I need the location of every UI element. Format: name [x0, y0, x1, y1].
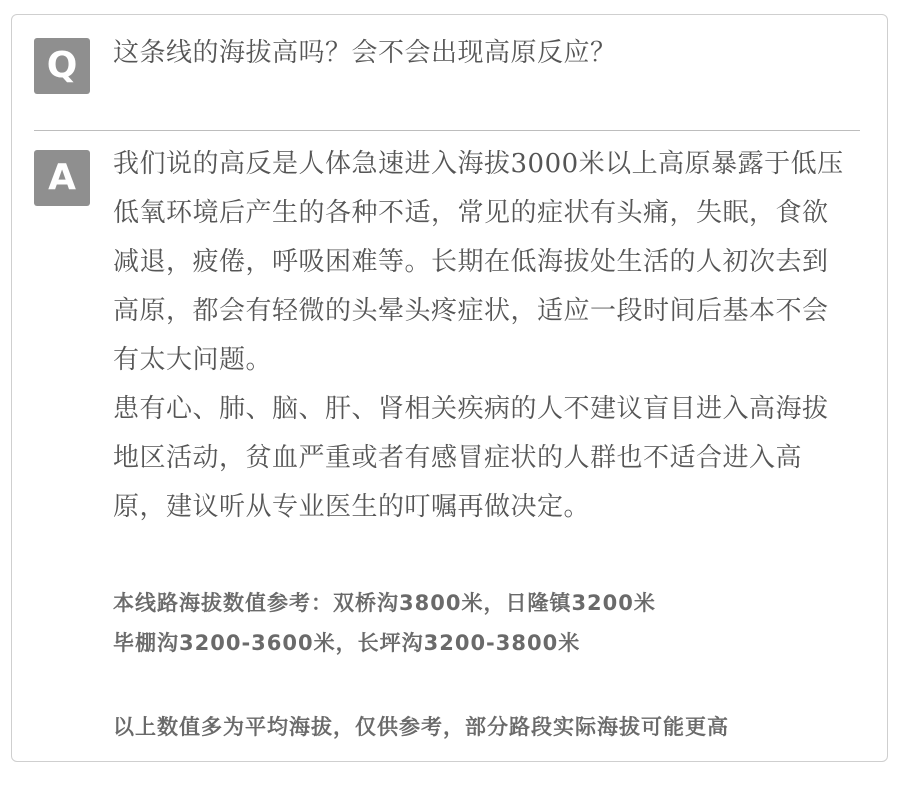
question-badge: Q — [34, 38, 90, 94]
divider — [34, 130, 860, 131]
answer-text — [113, 140, 853, 532]
altitude-notes — [113, 583, 853, 663]
answer-badge: A — [34, 150, 90, 206]
altitude-disclaimer: 以上数值多为平均海拔，仅供参考，部分路段实际海拔可能更高 — [113, 715, 729, 739]
altitude-note-line: 毕棚沟3200-3600米，长坪沟3200-3800米 — [113, 631, 581, 655]
altitude-note-line: 本线路海拔数值参考：双桥沟3800米，日隆镇3200米 — [113, 591, 656, 615]
question-text: 这条线的海拔高吗？会不会出现高原反应？ — [113, 38, 617, 68]
answer-paragraph: 我们说的高反是人体急速进入海拔3000米以上高原暴露于低压低氧环境后产生的各种不适，常见的症状有头痛，失眠，食欲减退，疲倦，呼吸困难等。长期在低海拔处生活的人初次去到高原，都会有轻微的头晕头疼症状，适应一段时间后基本不会有太大问题。 — [113, 149, 844, 375]
answer-paragraph: 患有心、肺、脑、肝、肾相关疾病的人不建议盲目进入高海拔地区活动，贫血严重或者有感冒症状的人群也不适合进入高原，建议听从专业医生的叮嘱再做决定。 — [113, 394, 829, 522]
